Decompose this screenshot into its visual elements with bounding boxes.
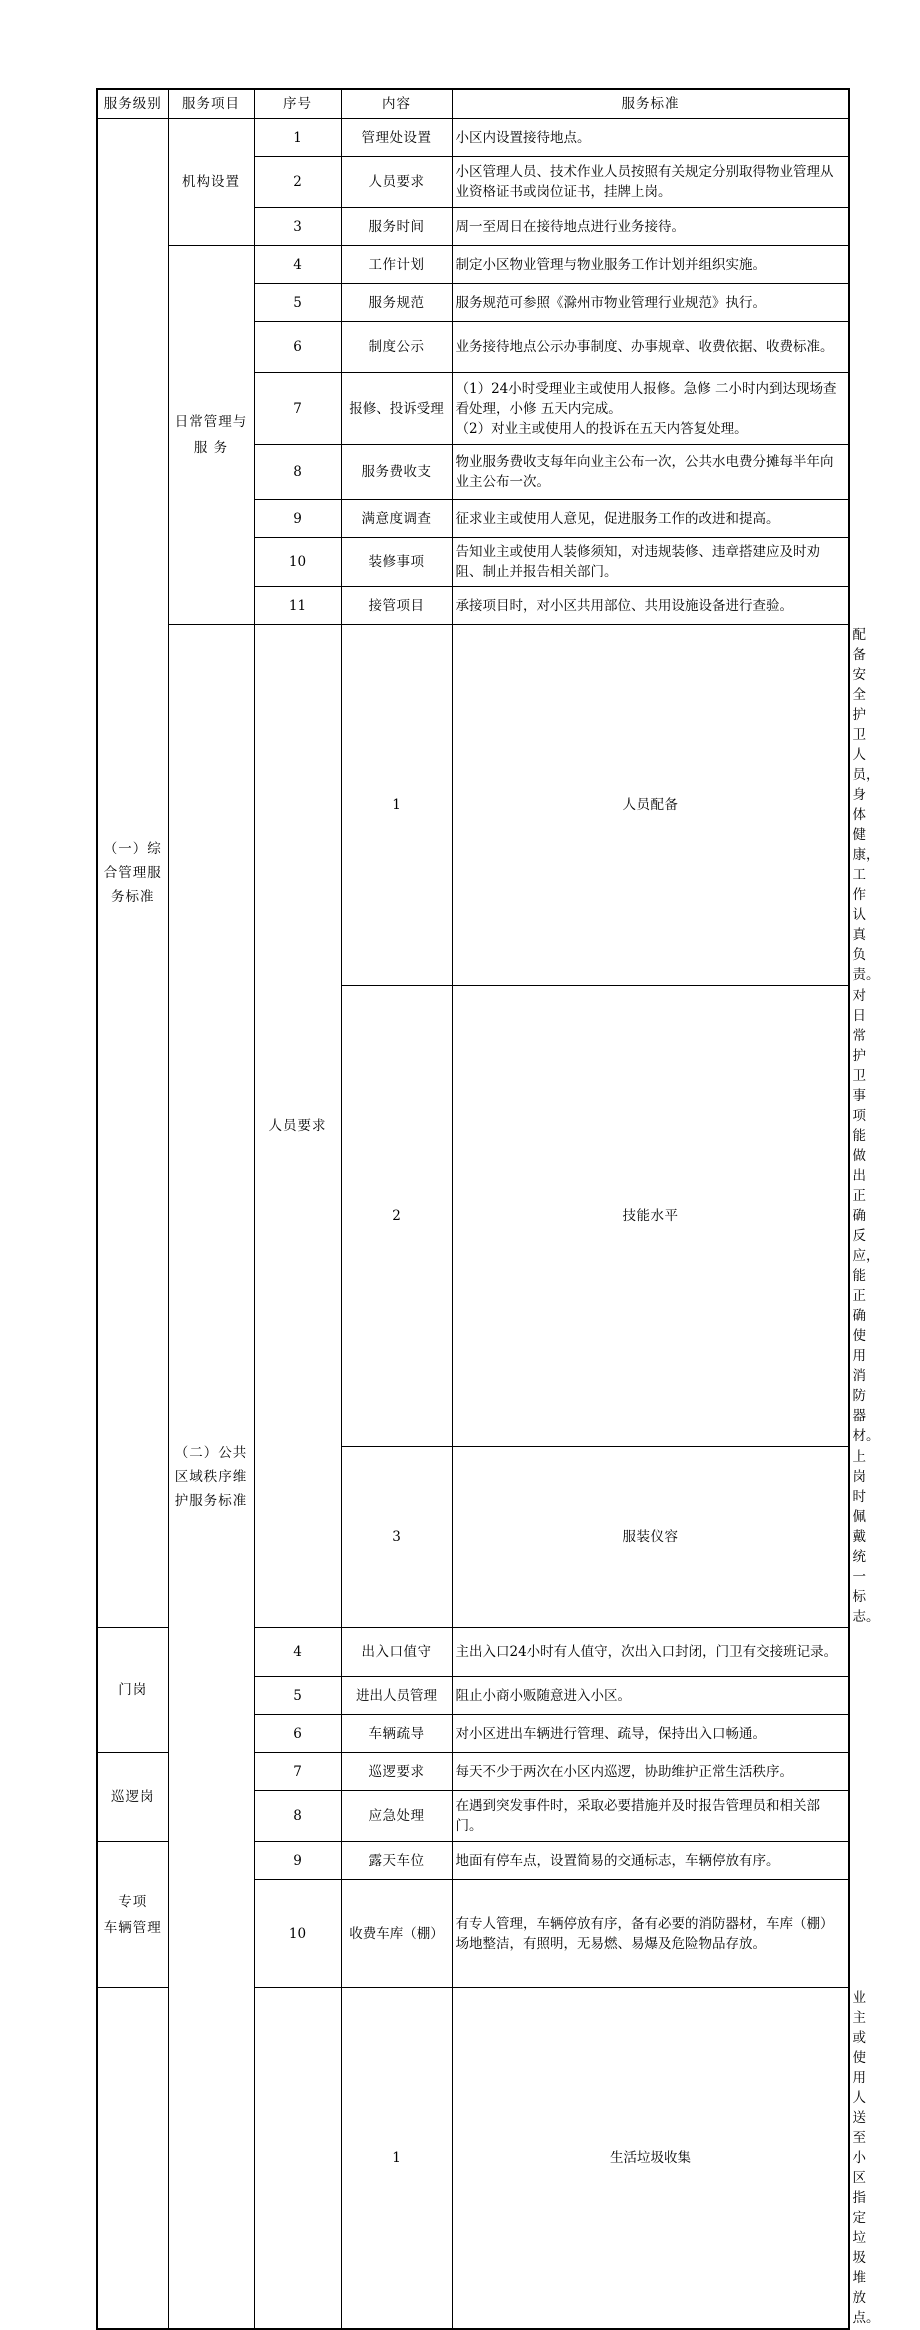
standard-line-a: （1）24小时受理业主或使用人报修。急修 二小时内到达现场查看处理，小修 五天内完成。: [455, 380, 837, 417]
row-content: 人员要求: [341, 157, 452, 208]
row-content: 服务规范: [341, 284, 452, 322]
row-content: 生活垃圾收集: [452, 1988, 849, 2330]
row-content: 工作计划: [341, 246, 452, 284]
item-gate-post: 门岗: [97, 1628, 168, 1753]
row-content: 人员配备: [452, 625, 849, 986]
row-standard: 每天不少于两次在小区内巡逻，协助维护正常生活秩序。: [452, 1753, 849, 1791]
row-standard: 在遇到突发事件时，采取必要措施并及时报告管理员和相关部门。: [452, 1791, 849, 1842]
table-row: 2 技能水平 对日常护卫事项能做出正确反应，能正确使用消防器材。: [97, 986, 849, 1447]
row-no: 2: [341, 986, 452, 1447]
row-standard: 承接项目时，对小区共用部位、共用设施设备进行查验。: [452, 587, 849, 625]
row-no: 3: [254, 208, 341, 246]
row-standard: 服务规范可参照《滁州市物业管理行业规范》执行。: [452, 284, 849, 322]
row-standard: 阻止小商小贩随意进入小区。: [452, 1677, 849, 1715]
table-row: 1 生活垃圾收集 业主或使用人送至小区指定垃圾堆放点。: [97, 1988, 849, 2330]
row-content: 管理处设置: [341, 119, 452, 157]
row-content: 技能水平: [452, 986, 849, 1447]
header-level: 服务级别: [97, 89, 168, 119]
row-no: 10: [254, 1880, 341, 1988]
row-no: 5: [254, 284, 341, 322]
row-standard: 小区管理人员、技术作业人员按照有关规定分别取得物业管理从业资格证书或岗位证书，挂牌上岗。: [452, 157, 849, 208]
row-content: 出入口值守: [341, 1628, 452, 1677]
item-line-b: 车辆管理: [103, 1919, 162, 1936]
row-no: 1: [341, 625, 452, 986]
row-no: 5: [254, 1677, 341, 1715]
row-content: 服务时间: [341, 208, 452, 246]
row-no: 1: [254, 119, 341, 157]
row-content: 露天车位: [341, 1842, 452, 1880]
row-standard: 对小区进出车辆进行管理、疏导，保持出入口畅通。: [452, 1715, 849, 1753]
row-content: 服务费收支: [341, 445, 452, 500]
service-standard-table: [96, 88, 880, 2330]
row-standard: [452, 373, 849, 445]
row-standard: 征求业主或使用人意见，促进服务工作的改进和提高。: [452, 500, 849, 538]
row-no: 4: [254, 246, 341, 284]
row-content: 装修事项: [341, 538, 452, 587]
header-content: 内容: [341, 89, 452, 119]
item-daily-management: 日常管理与 服 务: [168, 246, 254, 625]
row-no: 3: [341, 1447, 452, 1628]
item-vehicle-management: [97, 1842, 168, 1988]
table-header-row: [97, 89, 849, 119]
row-content: 巡逻要求: [341, 1753, 452, 1791]
table-row: [97, 246, 849, 284]
row-standard: 周一至周日在接待地点进行业务接待。: [452, 208, 849, 246]
row-content: 报修、投诉受理: [341, 373, 452, 445]
row-content: 服装仪容: [452, 1447, 849, 1628]
row-standard: 小区内设置接待地点。: [452, 119, 849, 157]
row-no: 8: [254, 445, 341, 500]
table-row: 3 服装仪容 上岗时佩戴统一标志。: [97, 1447, 849, 1628]
row-no: 9: [254, 500, 341, 538]
section-level-2: （二）公共区域秩序维护服务标准: [168, 625, 254, 2330]
row-no: 6: [254, 1715, 341, 1753]
row-standard: 制定小区物业管理与物业服务工作计划并组织实施。: [452, 246, 849, 284]
header-standard: 服务标准: [452, 89, 849, 119]
row-content: 制度公示: [341, 322, 452, 373]
row-no: 1: [341, 1988, 452, 2330]
row-content: 进出人员管理: [341, 1677, 452, 1715]
header-item: 服务项目: [168, 89, 254, 119]
row-no: 4: [254, 1628, 341, 1677]
standard-line-b: （2）对业主或使用人的投诉在五天内答复处理。: [455, 420, 748, 437]
row-no: 7: [254, 1753, 341, 1791]
table-row: [97, 119, 849, 157]
row-no: 11: [254, 587, 341, 625]
row-no: 9: [254, 1842, 341, 1880]
row-no: 2: [254, 157, 341, 208]
row-content: 车辆疏导: [341, 1715, 452, 1753]
row-no: 6: [254, 322, 341, 373]
row-content: 满意度调查: [341, 500, 452, 538]
row-standard: 地面有停车点，设置简易的交通标志，车辆停放有序。: [452, 1842, 849, 1880]
row-standard: 有专人管理，车辆停放有序，备有必要的消防器材，车库（棚）场地整洁，有照明，无易燃、易爆及危险物品存放。: [452, 1880, 849, 1988]
table-row: （二）公共区域秩序维护服务标准 人员要求 1 人员配备 配备安全护卫人员，身体健康，工作认真负责。: [97, 625, 849, 986]
section-level-3: [97, 1988, 168, 2330]
row-no: 7: [254, 373, 341, 445]
row-content: 收费车库（棚）: [341, 1880, 452, 1988]
row-no: 10: [254, 538, 341, 587]
section-level-1: （一）综合管理服务标准: [97, 119, 168, 1628]
row-standard: 业务接待地点公示办事制度、办事规章、收费依据、收费标准。: [452, 322, 849, 373]
row-standard: 物业服务费收支每年向业主公布一次，公共水电费分摊每半年向业主公布一次。: [452, 445, 849, 500]
item-empty: [254, 1988, 341, 2330]
item-staff-requirements: 人员要求: [254, 625, 341, 1628]
row-content: 应急处理: [341, 1791, 452, 1842]
item-line-a: 专项: [118, 1893, 148, 1910]
row-no: 8: [254, 1791, 341, 1842]
item-patrol-post: 巡逻岗: [97, 1753, 168, 1842]
row-standard: 告知业主或使用人装修须知，对违规装修、违章搭建应及时劝阻、制止并报告相关部门。: [452, 538, 849, 587]
header-no: 序号: [254, 89, 341, 119]
row-standard: 主出入口24小时有人值守，次出入口封闭，门卫有交接班记录。: [452, 1628, 849, 1677]
row-content: 接管项目: [341, 587, 452, 625]
item-org-setup: 机构设置: [168, 119, 254, 246]
